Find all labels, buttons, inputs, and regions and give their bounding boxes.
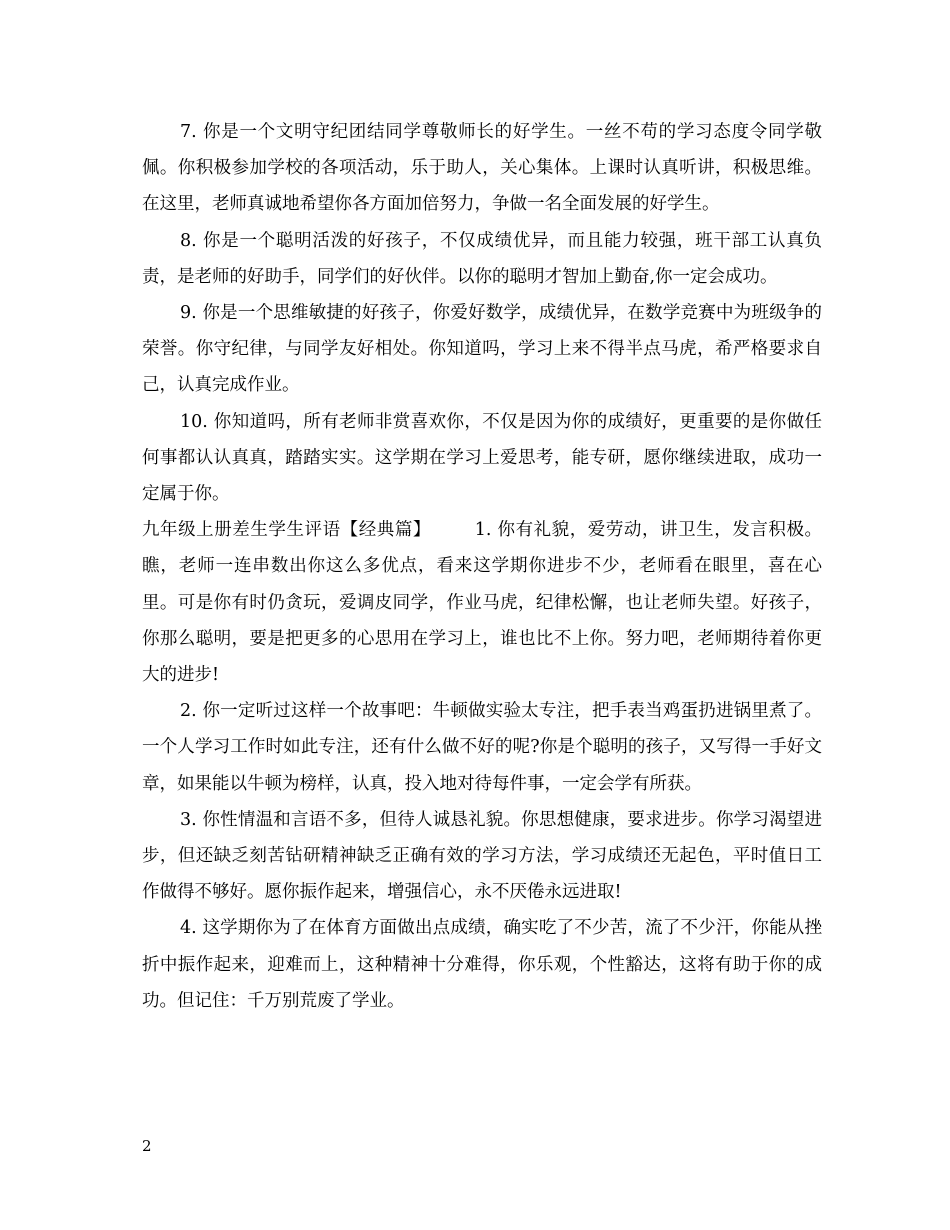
paragraph-comment-8: 8. 你是一个聪明活泼的好孩子，不仅成绩优异，而且能力较强，班干部工认真负责，是老师的好助手，同学们的好伙伴。以你的聪明才智加上勤奋,你一定会成功。 xyxy=(142,230,822,287)
paragraph-comment-9: 9. 你是一个思维敏捷的好孩子，你爱好数学，成绩优异，在数学竞赛中为班级争的荣誉。你守纪律，与同学友好相处。你知道吗，学习上来不得半点马虎，希严格要求自己，认真完成作业。 xyxy=(142,303,822,396)
paragraph-comment-10: 10. 你知道吗，所有老师非赏喜欢你，不仅是因为你的成绩好，更重要的是你做任何事都认认真真，踏踏实实。这学期在学习上爱思考，能专研，愿你继续进取，成功一定属于你。 xyxy=(142,411,822,505)
paragraph-comment-1: 1. 你有礼貌，爱劳动，讲卫生，发言积极。瞧，老师一连串数出你这么多优点，看来这学期你进步不少，老师看在眼里，喜在心里。可是你有时仍贪玩，爱调皮同学，作业马虎，纪律松懈，也让老师失望。好孩子，你那么聪明，要是把更多的心思用在学习上，谁也比不上你。努力吧，老师期待着你更大的进步! xyxy=(142,520,822,686)
paragraph-comment-3: 3. 你性情温和言语不多，但待人诚恳礼貌。你思想健康，要求进步。你学习渴望进步，但还缺乏刻苦钻研精神缺乏正确有效的学习方法，学习成绩还无起色，平时值日工作做得不够好。愿你振作起来，增强信心，永不厌倦永远进取! xyxy=(142,809,822,903)
document-body xyxy=(142,114,822,1019)
page-number: 2 xyxy=(142,1137,152,1155)
paragraph-comment-2: 2. 你一定听过这样一个故事吧：牛顿做实验太专注，把手表当鸡蛋扔进锅里煮了。一个人学习工作时如此专注，还有什么做不好的呢?你是个聪明的孩子，又写得一手好文章，如果能以牛顿为榜样，认真，投入地对待每件事，一定会学有所获。 xyxy=(142,701,822,794)
section-paragraph xyxy=(142,512,822,693)
section-title: 九年级上册差生学生评语【经典篇】 xyxy=(142,520,431,541)
paragraph-comment-4: 4. 这学期你为了在体育方面做出点成绩，确实吃了不少苦，流了不少汗，你能从挫折中振作起来，迎难而上，这种精神十分难得，你乐观，个性豁达，这将有助于你的成功。但记住：千万别荒废了学业。 xyxy=(142,918,822,1011)
section-spacer xyxy=(431,520,475,540)
paragraph-comment-7: 7. 你是一个文明守纪团结同学尊敬师长的好学生。一丝不苟的学习态度令同学敬佩。你积极参加学校的各项活动，乐于助人，关心集体。上课时认真听讲，积极思维。在这里，老师真诚地希望你各方面加倍努力，争做一名全面发展的好学生。 xyxy=(142,122,822,215)
